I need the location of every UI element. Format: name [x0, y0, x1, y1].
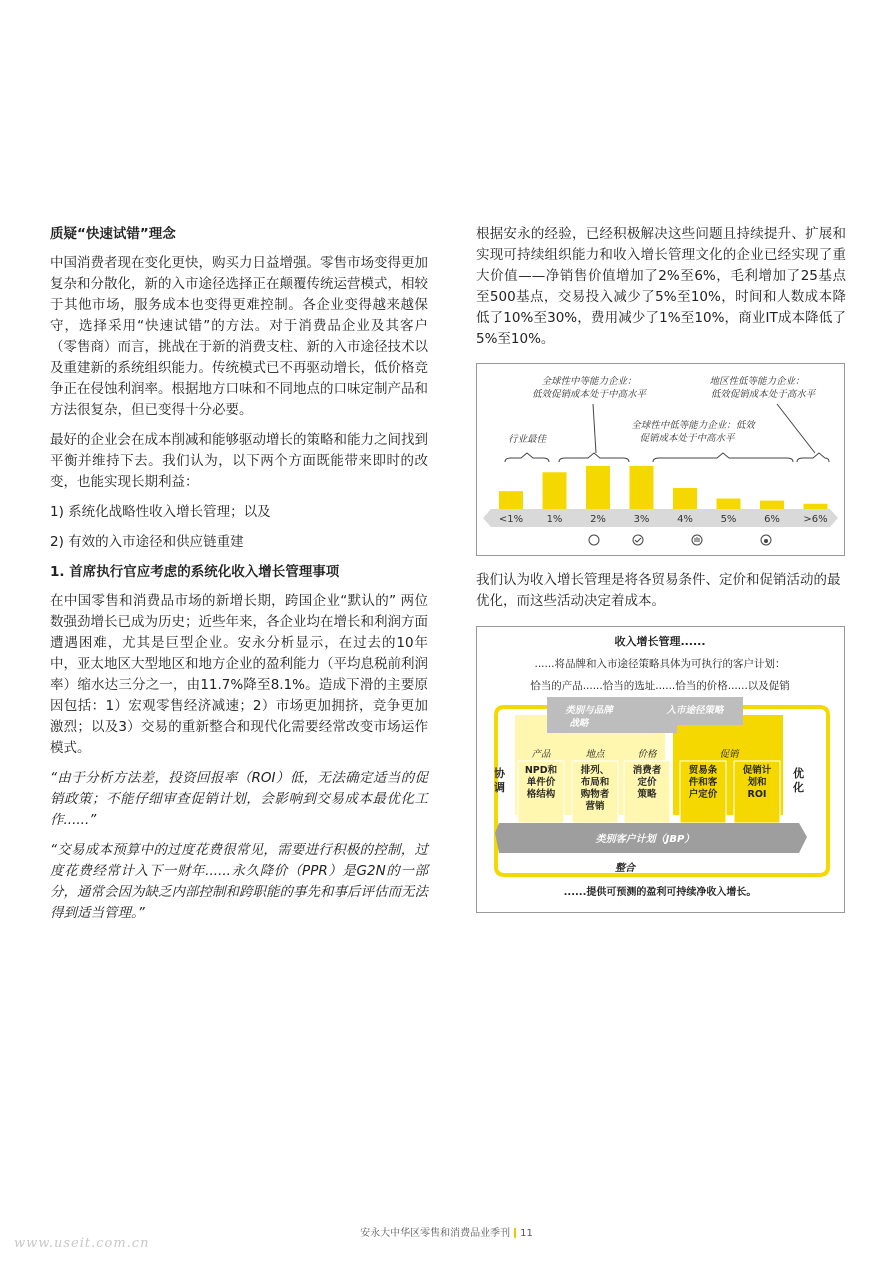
rgm-subtitle-2: 恰当的产品......恰当的选址......恰当的价格......以及促销: [530, 680, 790, 692]
rgm-bottom-text: ......提供可预测的盈利可持续净收入增长。: [563, 887, 757, 898]
annotation-global-low-1: 全球性中低等能力企业：低效: [631, 420, 755, 431]
column-header: 促销: [719, 749, 739, 760]
rgm-card-line: 划和: [747, 777, 767, 788]
brace-global-mid: [559, 453, 629, 462]
rgm-card-line: 单件价: [526, 777, 556, 788]
rgm-diagram: [476, 626, 845, 913]
tick-label: >6%: [803, 514, 828, 525]
quote: “交易成本预算中的过度花费很常见，需要进行积极的控制，过度花费经常计入下一财年......永久降价（PPR）是G2N的一部分，通常会因为缺乏内部控制和跨职能的事先和事后评估而无法得到适当管理。”: [50, 842, 428, 921]
section-heading-rgm: 1. 首席执行官应考虑的系统化收入增长管理事项: [50, 564, 340, 580]
annotation-global-mid-2: 低效促销成本处于中高水平: [531, 389, 647, 400]
paragraph: 最好的企业会在成本削减和能够驱动增长的策略和能力之间找到平衡并维持下去。我们认为，以下两个方面既能带来即时的改变，也能实现长期利益：: [50, 432, 428, 490]
column-header: 地点: [585, 749, 605, 760]
page-number: 11: [520, 1228, 533, 1239]
chart-svg: [477, 364, 844, 555]
paragraph: 在中国零售和消费品市场的新增长期，跨国企业“默认的” 两位数强劲增长已成为历史；近些年来，各企业均在增长和利润方面遭遇困难，尤其是巨型企业。安永分析显示，在过去的10年中，亚太地区大型地区和地方企业的盈利能力（平均息税前利润率）缩水达三分之一，由11.7%降至8.1%。造成下滑的主要原因包括：1）宏观零售经济减速；2）市场更加拥挤，竞争更加激烈；以及3）交易的重新整合和现代化需要经常改变市场运作模式。: [50, 593, 428, 756]
rgm-subtitle-1: ......将品牌和入市途径策略具体为可执行的客户计划：: [534, 658, 786, 670]
axis-band: [483, 509, 838, 527]
tick-label: 3%: [633, 514, 650, 525]
annotation-regional-2: 低效促销成本处于高水平: [710, 389, 816, 400]
footer-publication: 安永大中华区零售和消费品业季刊: [360, 1228, 511, 1239]
bars: [499, 466, 828, 509]
check-icon: [633, 535, 643, 545]
tick-label: <1%: [498, 514, 524, 525]
rgm-card-line: 定价: [637, 777, 657, 788]
annotation-global-low-2: 促销成本处于中高水平: [639, 433, 735, 444]
annotation-regional-1: 地区性低等能力企业：: [709, 376, 805, 387]
rgm-card-line: ROI: [747, 789, 767, 800]
right-column: [476, 224, 846, 359]
rgm-card-line: 策略: [637, 789, 657, 800]
rgm-card-line: 促销计: [742, 765, 772, 776]
annotation-best: 行业最佳: [507, 434, 547, 445]
quote: “由于分析方法差，投资回报率（ROI）低，无法确定适当的促销政策；不能仔细审查促销计划，会影响到交易成本最优化工作......”: [50, 770, 428, 828]
pointer-line: [593, 404, 596, 453]
rgm-card-line: 件和客: [688, 777, 718, 788]
paragraph: 中国消费者现在变化更快，购买力日益增强。零售市场变得更加复杂和分散化，新的入市途径选择正在颠覆传统运营模式，相较于其他市场，服务成本也变得更难控制。各企业变得越来越保守，选择采用“快速试错”的方法。对于消费品企业及其客户（零售商）而言，挑战在于新的消费支柱、新的入市途径技术以及重建新的系统组织能力。传统模式已不再驱动增长，低价格竞争正在侵蚀利润率。根据地方口味和不同地点的口味定制产品和方法很复杂，但已变得十分必要。: [50, 255, 428, 418]
bar-3: [630, 466, 654, 509]
jbp-label: 类别客户计划（JBP）: [595, 834, 695, 845]
rgm-card-line: 消费者: [632, 765, 662, 776]
rgm-card-line: 布局和: [580, 777, 610, 788]
rgm-svg: [477, 627, 844, 912]
section-heading-trial-error: 质疑“快速试错”理念: [50, 226, 176, 242]
category-brand-strategy: 类别与品牌: [565, 705, 613, 716]
bar-7: [804, 504, 828, 509]
pointer-line: [777, 404, 815, 453]
bar-5: [717, 499, 741, 510]
rgm-card-line: 营销: [585, 801, 605, 812]
tick-label: 5%: [720, 514, 737, 525]
svg-text:战略: 战略: [569, 718, 589, 729]
rgm-card-line: 户定价: [688, 789, 718, 800]
list-item: 2) 有效的入市途径和供应链重建: [50, 534, 244, 550]
tick-label: 4%: [677, 514, 693, 525]
tick-label: 6%: [764, 514, 780, 525]
bar-1: [543, 472, 567, 509]
tick-label: 1%: [546, 514, 563, 525]
paragraph: 根据安永的经验，已经积极解决这些问题且持续提升、扩展和实现可持续组织能力和收入增长管理文化的企业已经实现了重大价值——净销售价值增加了2%至6%，毛利增加了25基点至500基点，交易投入减少了5%至10%，时间和人数成本降低了10%至30%，费用减少了1%至10%，商业IT成本降低了5%至10%。: [476, 226, 846, 347]
integrate-label: 整合: [615, 863, 635, 874]
promotion-efficiency-chart: [476, 363, 845, 556]
rgm-title: 收入增长管理......: [614, 635, 706, 648]
column-header: 价格: [637, 749, 657, 760]
side-label-coordinate: 协调: [494, 767, 505, 794]
rtm-strategy: 入市途径策略: [666, 705, 724, 716]
bar-6: [760, 501, 784, 509]
bar-2: [586, 466, 610, 509]
bar-4: [673, 488, 697, 509]
bar-0: [499, 491, 523, 509]
watermark: www.useit.com.cn: [14, 1236, 150, 1251]
annotation-global-mid-1: 全球性中等能力企业：: [541, 376, 637, 387]
rgm-card-line: 格结构: [526, 789, 556, 800]
rgm-card-line: 购物者: [580, 789, 610, 800]
paragraph-rgm-definition: 我们认为收入增长管理是将各贸易条件、定价和促销活动的最优化，而这些活动决定着成本。: [476, 572, 841, 609]
rgm-card-line: 贸易条: [688, 765, 718, 776]
circle-icon: [589, 535, 599, 545]
tick-label: 2%: [590, 514, 606, 525]
list-item: 1) 系统化战略性收入增长管理；以及: [50, 504, 271, 520]
brace-regional: [797, 453, 829, 462]
side-label-optimize: 优化: [793, 767, 804, 794]
brace-best: [505, 453, 549, 462]
rgm-card-line: 排列、: [580, 765, 610, 776]
rgm-card-line: NPD和: [524, 765, 558, 776]
column-header: 产品: [531, 749, 551, 760]
left-column: [50, 224, 428, 933]
brace-global-low: [653, 453, 793, 462]
